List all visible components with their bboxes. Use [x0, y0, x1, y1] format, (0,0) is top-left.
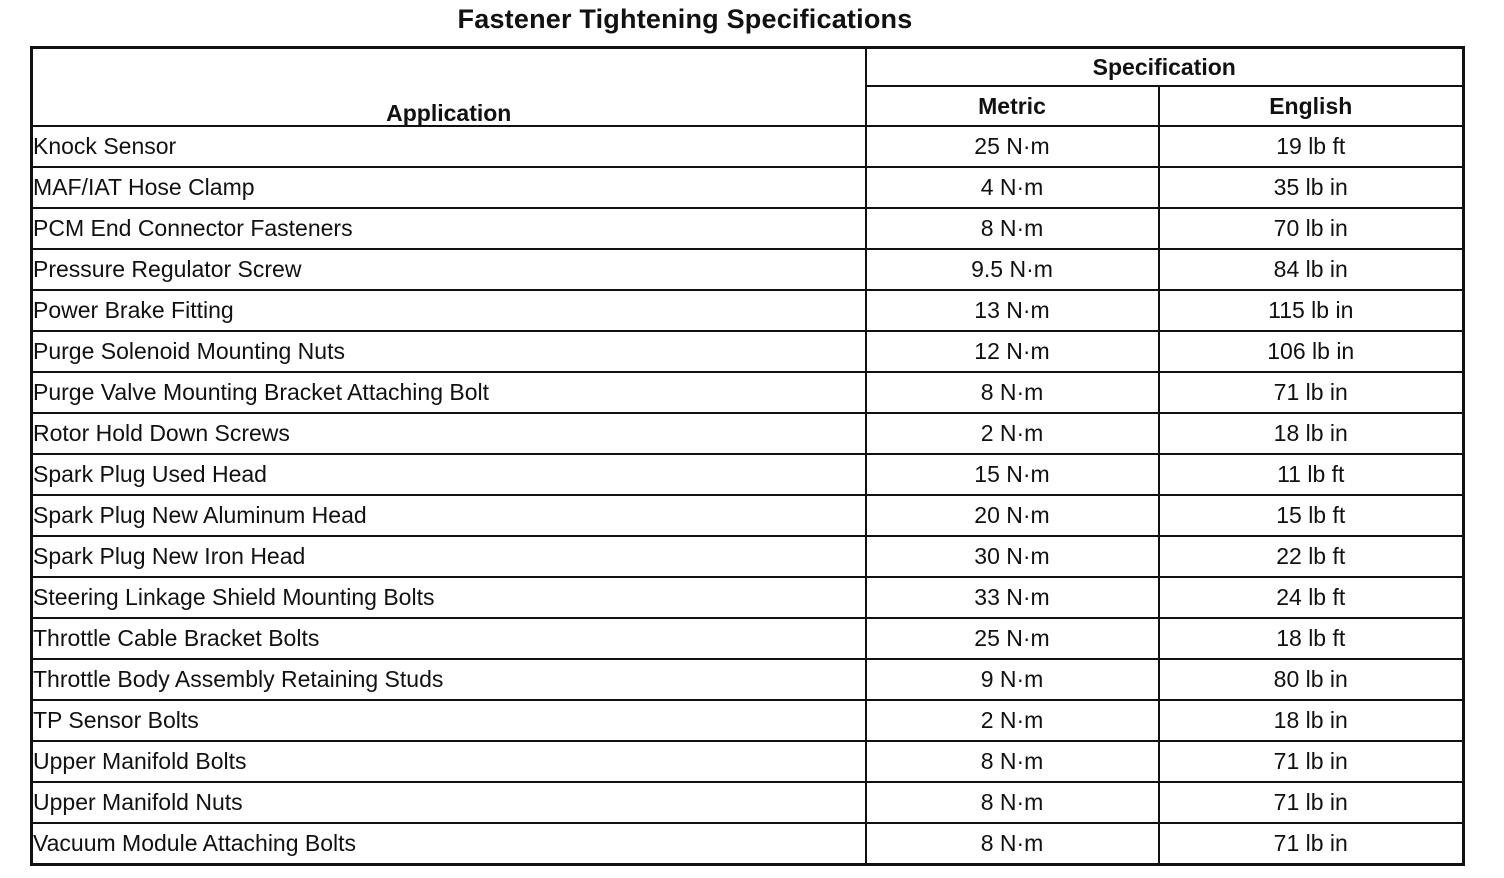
metric-cell: 8 N·m	[866, 782, 1159, 823]
english-cell: 80 lb in	[1159, 659, 1464, 700]
table-row	[32, 290, 1464, 331]
table-row	[32, 167, 1464, 208]
application-cell: Upper Manifold Nuts	[32, 782, 866, 823]
metric-cell: 12 N·m	[866, 331, 1159, 372]
table-row	[32, 495, 1464, 536]
metric-cell: 8 N·m	[866, 372, 1159, 413]
metric-cell: 33 N·m	[866, 577, 1159, 618]
metric-column-header: Metric	[866, 86, 1159, 126]
metric-cell: 4 N·m	[866, 167, 1159, 208]
english-cell: 71 lb in	[1159, 823, 1464, 864]
table-body	[32, 126, 1464, 864]
english-cell: 106 lb in	[1159, 331, 1464, 372]
table-header	[32, 48, 1464, 127]
english-cell: 70 lb in	[1159, 208, 1464, 249]
table-row	[32, 536, 1464, 577]
application-cell: Power Brake Fitting	[32, 290, 866, 331]
application-cell: Vacuum Module Attaching Bolts	[32, 823, 866, 864]
table-row	[32, 249, 1464, 290]
english-cell: 18 lb in	[1159, 413, 1464, 454]
metric-cell: 8 N·m	[866, 208, 1159, 249]
table-row	[32, 782, 1464, 823]
application-cell: Rotor Hold Down Screws	[32, 413, 866, 454]
application-cell: Knock Sensor	[32, 126, 866, 167]
application-cell: Purge Solenoid Mounting Nuts	[32, 331, 866, 372]
metric-cell: 9.5 N·m	[866, 249, 1159, 290]
metric-cell: 20 N·m	[866, 495, 1159, 536]
english-cell: 18 lb ft	[1159, 618, 1464, 659]
english-cell: 84 lb in	[1159, 249, 1464, 290]
application-cell: Spark Plug New Iron Head	[32, 536, 866, 577]
table-row	[32, 454, 1464, 495]
english-cell: 71 lb in	[1159, 372, 1464, 413]
english-cell: 19 lb ft	[1159, 126, 1464, 167]
english-cell: 18 lb in	[1159, 700, 1464, 741]
application-cell: Throttle Body Assembly Retaining Studs	[32, 659, 866, 700]
application-cell: Upper Manifold Bolts	[32, 741, 866, 782]
table-row	[32, 372, 1464, 413]
application-cell: Pressure Regulator Screw	[32, 249, 866, 290]
application-cell: Purge Valve Mounting Bracket Attaching Bolt	[32, 372, 866, 413]
table-row	[32, 331, 1464, 372]
english-cell: 22 lb ft	[1159, 536, 1464, 577]
english-cell: 24 lb ft	[1159, 577, 1464, 618]
application-cell: Spark Plug Used Head	[32, 454, 866, 495]
metric-cell: 8 N·m	[866, 823, 1159, 864]
application-cell: PCM End Connector Fasteners	[32, 208, 866, 249]
table-row	[32, 659, 1464, 700]
specification-group-header: Specification	[866, 48, 1464, 87]
metric-cell: 30 N·m	[866, 536, 1159, 577]
metric-cell: 15 N·m	[866, 454, 1159, 495]
application-cell: TP Sensor Bolts	[32, 700, 866, 741]
table-row	[32, 208, 1464, 249]
header-row-top	[32, 48, 1464, 87]
metric-cell: 13 N·m	[866, 290, 1159, 331]
metric-cell: 2 N·m	[866, 413, 1159, 454]
table-row	[32, 126, 1464, 167]
english-cell: 11 lb ft	[1159, 454, 1464, 495]
metric-cell: 25 N·m	[866, 618, 1159, 659]
table-row	[32, 413, 1464, 454]
metric-cell: 8 N·m	[866, 741, 1159, 782]
english-cell: 35 lb in	[1159, 167, 1464, 208]
english-cell: 115 lb in	[1159, 290, 1464, 331]
fastener-spec-table	[30, 46, 1465, 866]
application-column-header: Application	[32, 48, 866, 127]
application-cell: Throttle Cable Bracket Bolts	[32, 618, 866, 659]
english-cell: 15 lb ft	[1159, 495, 1464, 536]
table-row	[32, 577, 1464, 618]
table-row	[32, 741, 1464, 782]
metric-cell: 2 N·m	[866, 700, 1159, 741]
english-cell: 71 lb in	[1159, 741, 1464, 782]
metric-cell: 9 N·m	[866, 659, 1159, 700]
table-row	[32, 700, 1464, 741]
table-row	[32, 823, 1464, 864]
application-cell: Steering Linkage Shield Mounting Bolts	[32, 577, 866, 618]
page-title: Fastener Tightening Specifications	[457, 4, 913, 34]
english-cell: 71 lb in	[1159, 782, 1464, 823]
english-column-header: English	[1159, 86, 1464, 126]
application-cell: Spark Plug New Aluminum Head	[32, 495, 866, 536]
metric-cell: 25 N·m	[866, 126, 1159, 167]
table-row	[32, 618, 1464, 659]
application-cell: MAF/IAT Hose Clamp	[32, 167, 866, 208]
